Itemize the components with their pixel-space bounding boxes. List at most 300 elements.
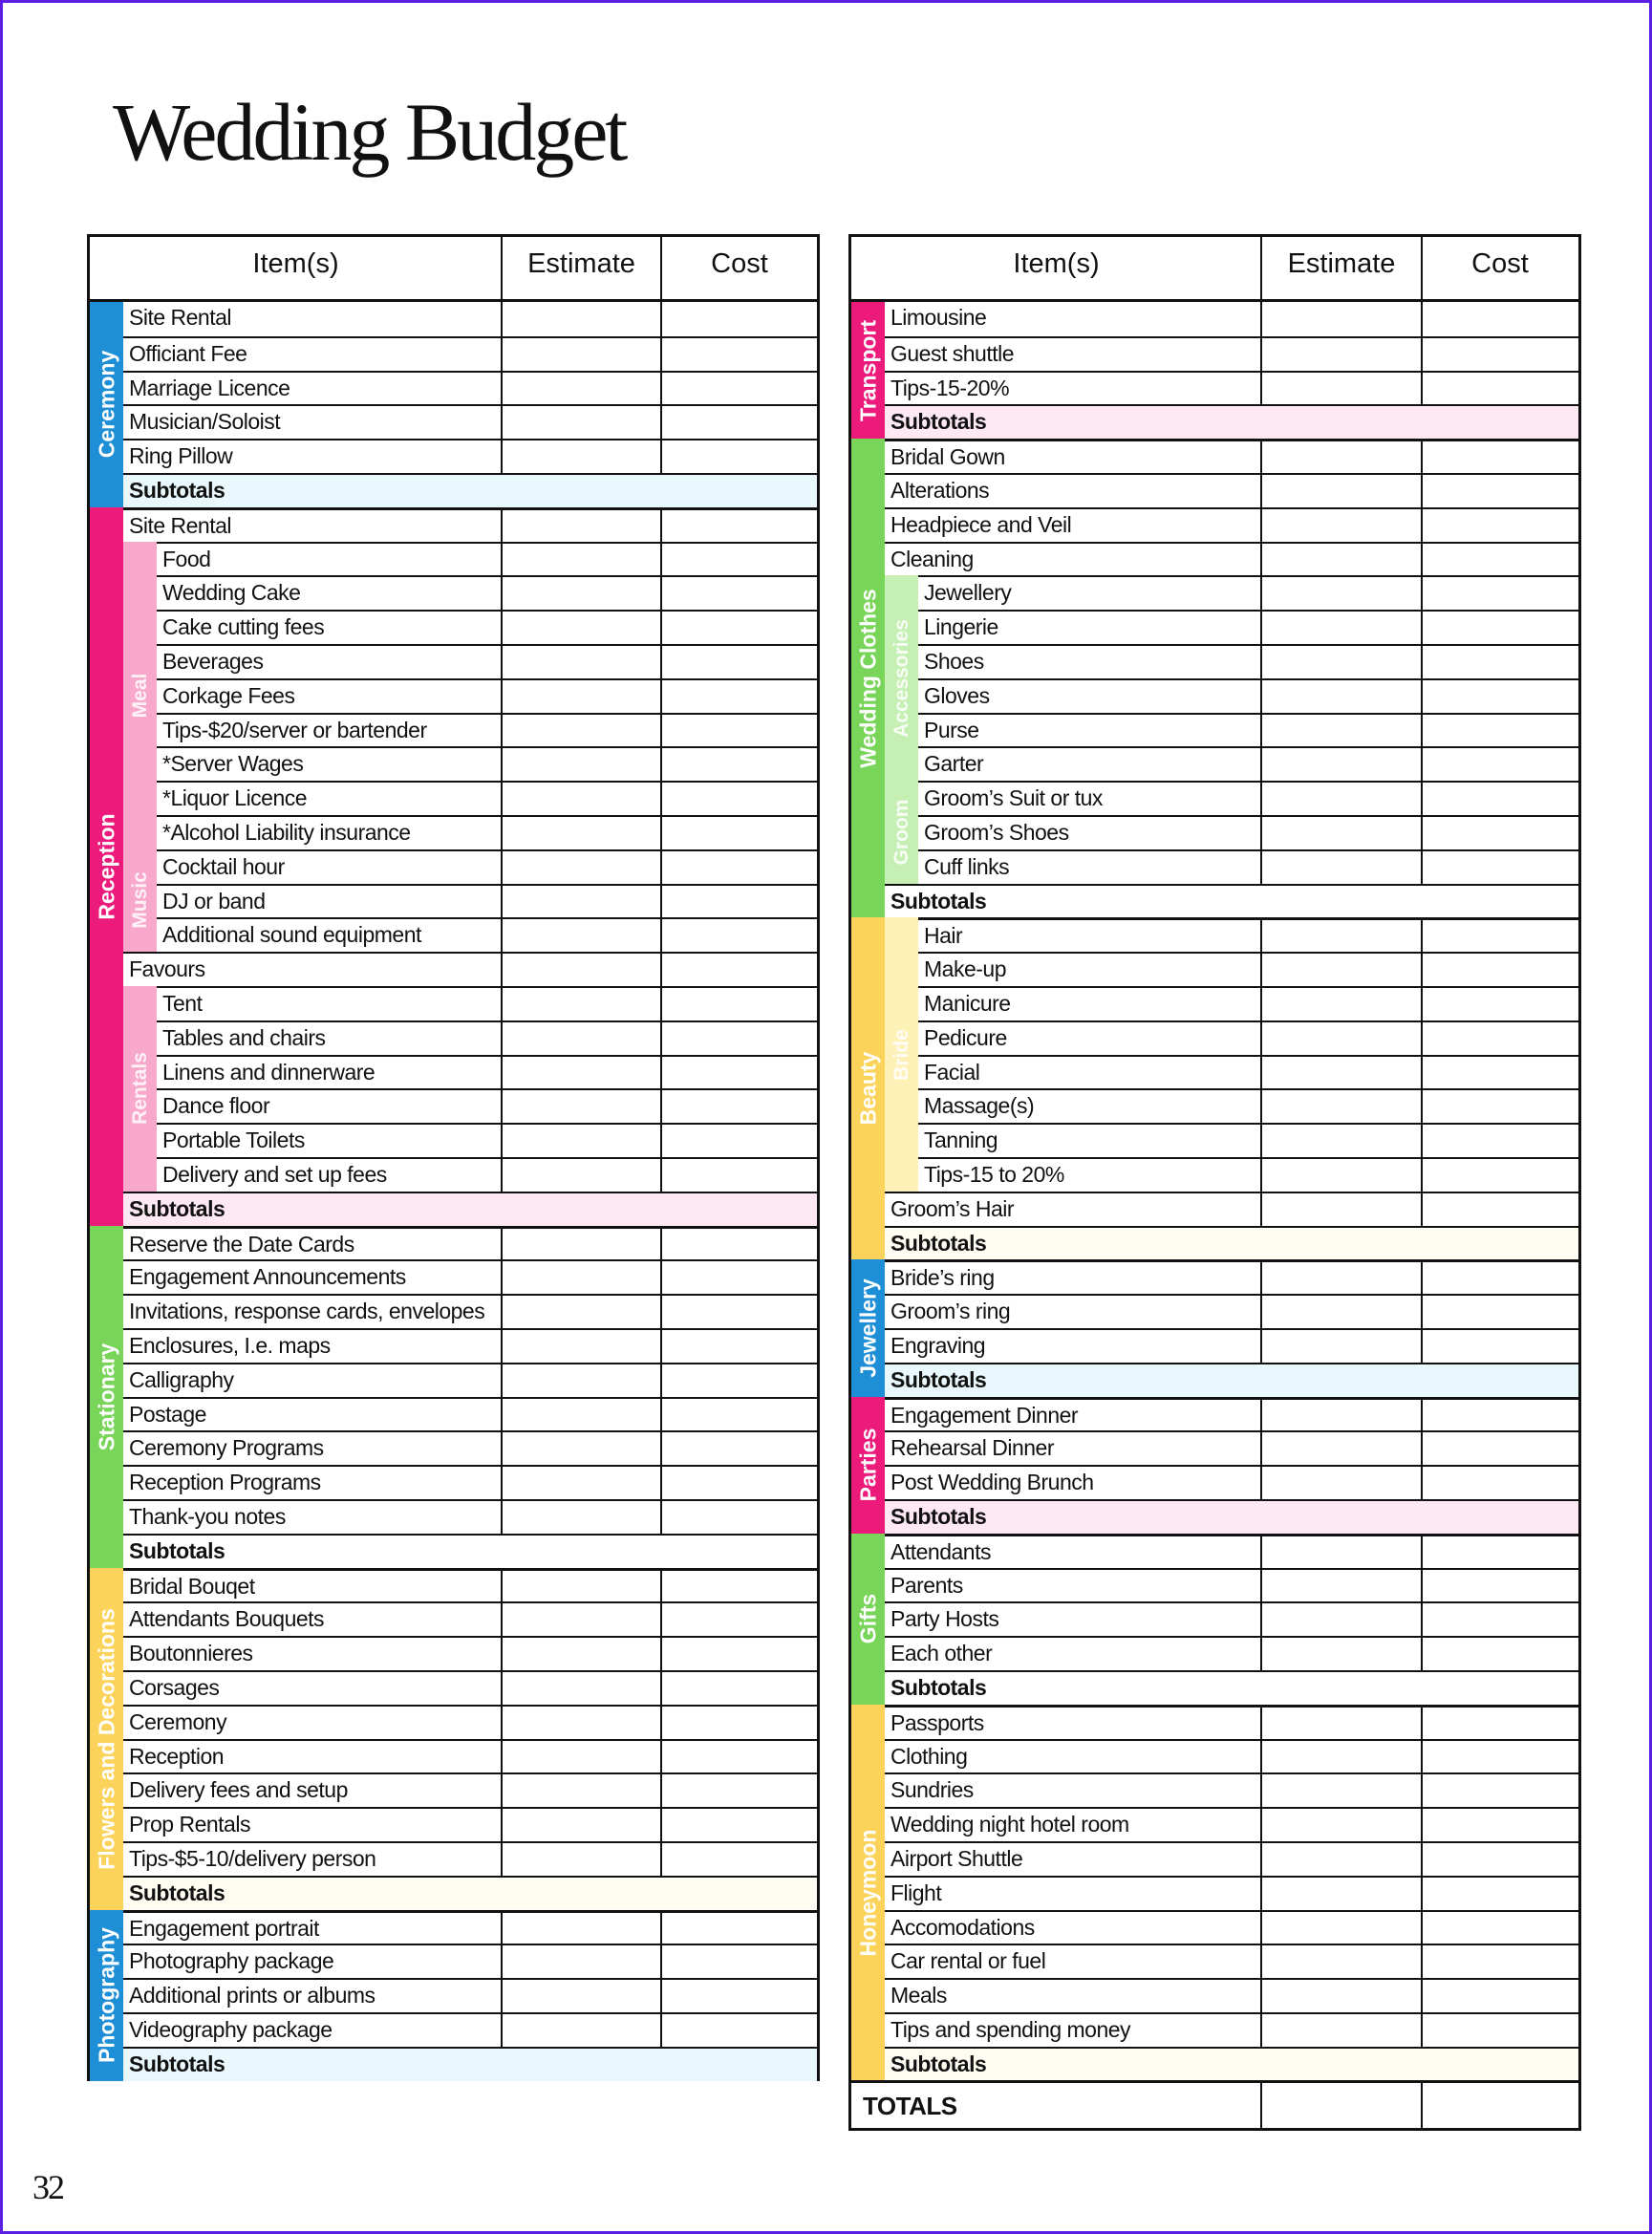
estimate-cell[interactable] bbox=[502, 1364, 661, 1397]
item-label: Manicure bbox=[924, 991, 1011, 1016]
cost-cell[interactable] bbox=[661, 1707, 817, 1739]
cost-cell[interactable] bbox=[1422, 338, 1578, 371]
cost-cell[interactable] bbox=[661, 510, 817, 542]
table-row bbox=[885, 473, 1578, 507]
cost-cell[interactable] bbox=[1422, 1193, 1578, 1226]
cost-cell[interactable] bbox=[661, 577, 817, 610]
estimate-cell[interactable] bbox=[502, 1638, 661, 1670]
estimate-cell[interactable] bbox=[1261, 1570, 1422, 1602]
estimate-cell[interactable] bbox=[1261, 1638, 1422, 1670]
estimate-cell[interactable] bbox=[502, 919, 661, 952]
estimate-cell[interactable] bbox=[1261, 1741, 1422, 1773]
cost-cell[interactable] bbox=[661, 1843, 817, 1876]
table-row bbox=[918, 1088, 1578, 1123]
item-label: Hair bbox=[924, 923, 963, 949]
cost-cell[interactable] bbox=[1422, 1262, 1578, 1294]
column-header-cost: Cost bbox=[711, 248, 768, 279]
estimate-cell[interactable] bbox=[502, 1090, 661, 1123]
cost-cell[interactable] bbox=[661, 851, 817, 884]
item-label: Cocktail hour bbox=[162, 853, 285, 879]
estimate-cell[interactable] bbox=[1261, 1467, 1422, 1499]
cost-cell[interactable] bbox=[661, 783, 817, 815]
estimate-cell[interactable] bbox=[502, 1536, 661, 1568]
table-row bbox=[123, 1294, 817, 1328]
estimate-cell[interactable] bbox=[502, 1159, 661, 1192]
subgroup-band-groom bbox=[885, 781, 918, 883]
table-row bbox=[885, 1636, 1578, 1670]
cost-cell[interactable] bbox=[1422, 544, 1578, 576]
cost-cell[interactable] bbox=[661, 1432, 817, 1465]
estimate-cell[interactable] bbox=[502, 440, 661, 473]
totals-estimate-cell[interactable] bbox=[1262, 2083, 1421, 2131]
cost-cell[interactable] bbox=[1422, 1672, 1578, 1705]
estimate-cell[interactable] bbox=[502, 1432, 661, 1465]
estimate-cell[interactable] bbox=[1261, 886, 1422, 918]
cost-cell[interactable] bbox=[1422, 954, 1578, 986]
estimate-cell[interactable] bbox=[1261, 1193, 1422, 1226]
cost-cell[interactable] bbox=[1422, 302, 1578, 333]
item-label: Attendants bbox=[890, 1538, 991, 1564]
estimate-cell[interactable] bbox=[1261, 1708, 1422, 1739]
cost-cell[interactable] bbox=[661, 406, 817, 439]
category-label: Ceremony bbox=[94, 351, 118, 459]
item-label: Cuff links bbox=[924, 853, 1010, 879]
estimate-cell[interactable] bbox=[1261, 783, 1422, 815]
cost-cell[interactable] bbox=[661, 1229, 817, 1260]
category-label: Beauty bbox=[855, 1052, 880, 1126]
cost-cell[interactable] bbox=[661, 1399, 817, 1431]
cost-cell[interactable] bbox=[1422, 1400, 1578, 1431]
cost-cell[interactable] bbox=[1422, 920, 1578, 952]
estimate-cell[interactable] bbox=[502, 2049, 661, 2081]
estimate-cell[interactable] bbox=[1261, 1878, 1422, 1910]
table-row bbox=[123, 1259, 817, 1294]
cost-cell[interactable] bbox=[1422, 373, 1578, 405]
table-row bbox=[885, 1978, 1578, 2012]
item-label: Ceremony Programs bbox=[129, 1435, 324, 1461]
estimate-cell[interactable] bbox=[502, 1057, 661, 1089]
cost-cell[interactable] bbox=[1422, 1945, 1578, 1978]
estimate-cell[interactable] bbox=[502, 1878, 661, 1910]
item-label: Tips-15 to 20% bbox=[924, 1162, 1064, 1187]
item-label: Bridal Gown bbox=[890, 444, 1005, 470]
subtotal-label: Subtotals bbox=[890, 1675, 987, 1700]
estimate-cell[interactable] bbox=[1261, 577, 1422, 610]
estimate-cell[interactable] bbox=[502, 1809, 661, 1841]
table-row bbox=[885, 1328, 1578, 1363]
estimate-cell[interactable] bbox=[1261, 1125, 1422, 1157]
cost-cell[interactable] bbox=[661, 646, 817, 678]
subtotal-label: Subtotals bbox=[890, 888, 987, 913]
cost-cell[interactable] bbox=[1422, 1296, 1578, 1328]
item-label: Rehearsal Dinner bbox=[890, 1435, 1054, 1461]
estimate-cell[interactable] bbox=[502, 1501, 661, 1534]
estimate-cell[interactable] bbox=[1261, 475, 1422, 507]
estimate-cell[interactable] bbox=[1261, 406, 1422, 439]
table-row bbox=[885, 371, 1578, 405]
cost-cell[interactable] bbox=[661, 1638, 817, 1670]
table-row bbox=[123, 1944, 817, 1978]
estimate-cell[interactable] bbox=[1261, 680, 1422, 713]
table-row bbox=[123, 1910, 817, 1944]
estimate-cell[interactable] bbox=[502, 577, 661, 610]
estimate-cell[interactable] bbox=[1261, 1912, 1422, 1944]
cost-cell[interactable] bbox=[1422, 1843, 1578, 1876]
estimate-cell[interactable] bbox=[1261, 1809, 1422, 1841]
estimate-cell[interactable] bbox=[1261, 1501, 1422, 1534]
category-label: Parties bbox=[855, 1428, 880, 1502]
cost-cell[interactable] bbox=[661, 1090, 817, 1123]
estimate-cell[interactable] bbox=[502, 1261, 661, 1294]
cost-cell[interactable] bbox=[1422, 1501, 1578, 1534]
estimate-cell[interactable] bbox=[1261, 2049, 1422, 2081]
cost-cell[interactable] bbox=[661, 1057, 817, 1089]
estimate-cell[interactable] bbox=[502, 373, 661, 405]
cost-cell[interactable] bbox=[661, 1774, 817, 1807]
cost-cell[interactable] bbox=[1422, 612, 1578, 644]
estimate-cell[interactable] bbox=[1261, 1022, 1422, 1055]
table-header bbox=[851, 237, 1578, 302]
cost-cell[interactable] bbox=[1422, 441, 1578, 473]
item-label: Delivery fees and setup bbox=[129, 1777, 348, 1803]
subgroup-label: Music bbox=[128, 871, 151, 930]
item-label: Party Hosts bbox=[890, 1606, 999, 1632]
cost-cell[interactable] bbox=[661, 748, 817, 781]
cost-cell[interactable] bbox=[1422, 1878, 1578, 1910]
column-header-cost: Cost bbox=[1471, 248, 1529, 279]
cost-cell[interactable] bbox=[1422, 748, 1578, 781]
table-row bbox=[885, 1841, 1578, 1876]
item-label: Enclosures, I.e. maps bbox=[129, 1333, 331, 1358]
cost-cell[interactable] bbox=[1422, 1330, 1578, 1363]
estimate-cell[interactable] bbox=[502, 338, 661, 371]
estimate-cell[interactable] bbox=[502, 302, 661, 333]
estimate-cell[interactable] bbox=[1261, 612, 1422, 644]
cost-cell[interactable] bbox=[1422, 715, 1578, 747]
page-number: 32 bbox=[32, 2168, 63, 2206]
table-row bbox=[123, 1568, 817, 1602]
subtotal-row bbox=[885, 1363, 1578, 1397]
estimate-cell[interactable] bbox=[1261, 748, 1422, 781]
estimate-cell[interactable] bbox=[1261, 544, 1422, 576]
item-label: *Liquor Licence bbox=[162, 785, 308, 811]
table-row bbox=[885, 1910, 1578, 1944]
cost-cell[interactable] bbox=[1422, 1603, 1578, 1636]
estimate-cell[interactable] bbox=[1261, 851, 1422, 884]
cost-cell[interactable] bbox=[661, 475, 817, 507]
table-row bbox=[885, 1397, 1578, 1431]
estimate-cell[interactable] bbox=[502, 1913, 661, 1944]
estimate-cell[interactable] bbox=[1261, 441, 1422, 473]
table-row bbox=[157, 575, 817, 610]
item-label: Corsages bbox=[129, 1675, 220, 1700]
category-label: Photography bbox=[94, 1927, 118, 2064]
cost-cell[interactable] bbox=[661, 817, 817, 849]
table-row bbox=[123, 1397, 817, 1431]
cost-cell[interactable] bbox=[661, 1913, 817, 1944]
estimate-cell[interactable] bbox=[1261, 1603, 1422, 1636]
cost-cell[interactable] bbox=[1422, 475, 1578, 507]
estimate-cell[interactable] bbox=[502, 2014, 661, 2047]
cost-cell[interactable] bbox=[661, 612, 817, 644]
category-band-parties bbox=[851, 1397, 885, 1534]
subgroup-label: Bride bbox=[890, 1028, 912, 1081]
table-row bbox=[157, 781, 817, 815]
cost-cell[interactable] bbox=[1422, 2014, 1578, 2047]
cost-cell[interactable] bbox=[661, 440, 817, 473]
estimate-cell[interactable] bbox=[502, 1603, 661, 1636]
estimate-cell[interactable] bbox=[502, 1467, 661, 1499]
cost-cell[interactable] bbox=[1422, 1432, 1578, 1465]
subtotal-row bbox=[123, 1876, 817, 1910]
cost-cell[interactable] bbox=[1422, 1809, 1578, 1841]
estimate-cell[interactable] bbox=[1261, 1536, 1422, 1568]
cost-cell[interactable] bbox=[1422, 1638, 1578, 1670]
cost-cell[interactable] bbox=[1422, 1912, 1578, 1944]
cost-cell[interactable] bbox=[661, 1364, 817, 1397]
subtotal-row bbox=[885, 1499, 1578, 1534]
cost-cell[interactable] bbox=[1422, 1536, 1578, 1568]
subtotal-label: Subtotals bbox=[890, 1230, 987, 1256]
item-label: Post Wedding Brunch bbox=[890, 1470, 1094, 1495]
cost-cell[interactable] bbox=[661, 2049, 817, 2081]
cost-cell[interactable] bbox=[1422, 1364, 1578, 1397]
cost-cell[interactable] bbox=[1422, 646, 1578, 678]
estimate-cell[interactable] bbox=[1261, 988, 1422, 1020]
cost-cell[interactable] bbox=[661, 373, 817, 405]
estimate-cell[interactable] bbox=[502, 646, 661, 678]
estimate-cell[interactable] bbox=[1261, 817, 1422, 849]
estimate-cell[interactable] bbox=[502, 783, 661, 815]
estimate-cell[interactable] bbox=[502, 715, 661, 747]
estimate-cell[interactable] bbox=[502, 612, 661, 644]
estimate-cell[interactable] bbox=[1261, 509, 1422, 542]
cost-cell[interactable] bbox=[661, 988, 817, 1020]
table-row bbox=[918, 952, 1578, 986]
estimate-cell[interactable] bbox=[1261, 1330, 1422, 1363]
item-label: Corkage Fees bbox=[162, 682, 295, 708]
cost-cell[interactable] bbox=[661, 1741, 817, 1773]
table-row bbox=[157, 1020, 817, 1055]
estimate-cell[interactable] bbox=[1261, 646, 1422, 678]
table-row bbox=[157, 917, 817, 952]
table-row bbox=[123, 1636, 817, 1670]
estimate-cell[interactable] bbox=[502, 544, 661, 576]
estimate-cell[interactable] bbox=[502, 1022, 661, 1055]
item-label: Headpiece and Veil bbox=[890, 511, 1072, 537]
table-row bbox=[918, 849, 1578, 884]
estimate-cell[interactable] bbox=[502, 1125, 661, 1157]
estimate-cell[interactable] bbox=[1261, 1228, 1422, 1260]
cost-cell[interactable] bbox=[661, 544, 817, 576]
cost-cell[interactable] bbox=[661, 1878, 817, 1910]
estimate-cell[interactable] bbox=[1261, 1400, 1422, 1431]
estimate-cell[interactable] bbox=[502, 817, 661, 849]
item-label: Engagement Dinner bbox=[890, 1402, 1079, 1428]
cost-cell[interactable] bbox=[661, 1603, 817, 1636]
cost-cell[interactable] bbox=[1422, 886, 1578, 918]
cost-cell[interactable] bbox=[1422, 1022, 1578, 1055]
table-row bbox=[885, 1705, 1578, 1739]
estimate-cell[interactable] bbox=[1261, 1945, 1422, 1978]
cost-cell[interactable] bbox=[661, 1571, 817, 1602]
cost-cell[interactable] bbox=[1422, 509, 1578, 542]
estimate-cell[interactable] bbox=[1261, 1774, 1422, 1807]
cost-cell[interactable] bbox=[661, 1330, 817, 1363]
estimate-cell[interactable] bbox=[502, 954, 661, 986]
cost-cell[interactable] bbox=[661, 1022, 817, 1055]
estimate-cell[interactable] bbox=[502, 406, 661, 439]
cost-cell[interactable] bbox=[661, 1980, 817, 2012]
estimate-cell[interactable] bbox=[1261, 1364, 1422, 1397]
estimate-cell[interactable] bbox=[1261, 1296, 1422, 1328]
table-row bbox=[123, 1772, 817, 1807]
estimate-cell[interactable] bbox=[1261, 954, 1422, 986]
estimate-cell[interactable] bbox=[502, 988, 661, 1020]
cost-cell[interactable] bbox=[661, 1261, 817, 1294]
estimate-cell[interactable] bbox=[1261, 1980, 1422, 2012]
cost-cell[interactable] bbox=[1422, 406, 1578, 439]
cost-cell[interactable] bbox=[1422, 1980, 1578, 2012]
estimate-cell[interactable] bbox=[1261, 1843, 1422, 1876]
category-label: Honeymoon bbox=[855, 1829, 880, 1957]
estimate-cell[interactable] bbox=[1261, 920, 1422, 952]
item-label: Calligraphy bbox=[129, 1366, 234, 1392]
item-label: Gloves bbox=[924, 682, 990, 708]
item-label: Tables and chairs bbox=[162, 1024, 326, 1050]
estimate-cell[interactable] bbox=[1261, 302, 1422, 333]
cost-cell[interactable] bbox=[1422, 2049, 1578, 2081]
estimate-cell[interactable] bbox=[1261, 373, 1422, 405]
table-row bbox=[885, 1876, 1578, 1910]
cost-cell[interactable] bbox=[661, 1809, 817, 1841]
cost-cell[interactable] bbox=[661, 338, 817, 371]
estimate-cell[interactable] bbox=[502, 1229, 661, 1260]
estimate-cell[interactable] bbox=[502, 886, 661, 918]
cost-cell[interactable] bbox=[1422, 1228, 1578, 1260]
item-label: Tanning bbox=[924, 1128, 998, 1153]
cost-cell[interactable] bbox=[661, 1125, 817, 1157]
estimate-cell[interactable] bbox=[1261, 1672, 1422, 1705]
estimate-cell[interactable] bbox=[1261, 1262, 1422, 1294]
estimate-cell[interactable] bbox=[502, 1193, 661, 1226]
item-label: Cake cutting fees bbox=[162, 614, 325, 640]
item-label: Tips-$20/server or bartender bbox=[162, 717, 427, 742]
cost-cell[interactable] bbox=[661, 2014, 817, 2047]
estimate-cell[interactable] bbox=[502, 510, 661, 542]
estimate-cell[interactable] bbox=[502, 1672, 661, 1705]
cost-cell[interactable] bbox=[1422, 1570, 1578, 1602]
estimate-cell[interactable] bbox=[502, 1774, 661, 1807]
item-label: Tips and spending money bbox=[890, 2017, 1131, 2042]
cost-cell[interactable] bbox=[661, 680, 817, 713]
cost-cell[interactable] bbox=[1422, 1467, 1578, 1499]
category-label: Reception bbox=[94, 813, 118, 920]
cost-cell[interactable] bbox=[1422, 851, 1578, 884]
cost-cell[interactable] bbox=[661, 715, 817, 747]
cost-cell[interactable] bbox=[661, 919, 817, 952]
estimate-cell[interactable] bbox=[1261, 1159, 1422, 1192]
subtotal-row bbox=[885, 1670, 1578, 1705]
cost-cell[interactable] bbox=[661, 1672, 817, 1705]
estimate-cell[interactable] bbox=[1261, 1090, 1422, 1123]
estimate-cell[interactable] bbox=[1261, 2014, 1422, 2047]
cost-cell[interactable] bbox=[1422, 1125, 1578, 1157]
item-label: Marriage Licence bbox=[129, 375, 290, 400]
cost-cell[interactable] bbox=[661, 1159, 817, 1192]
item-label: Massage(s) bbox=[924, 1093, 1035, 1119]
table-row bbox=[918, 644, 1578, 678]
cost-cell[interactable] bbox=[661, 1501, 817, 1534]
subgroup-band-bride bbox=[885, 917, 918, 1191]
estimate-cell[interactable] bbox=[502, 1571, 661, 1602]
table-row bbox=[918, 746, 1578, 781]
cost-cell[interactable] bbox=[1422, 988, 1578, 1020]
item-label: Site Rental bbox=[129, 305, 232, 330]
table-row bbox=[885, 507, 1578, 542]
estimate-cell[interactable] bbox=[502, 475, 661, 507]
cost-cell[interactable] bbox=[661, 886, 817, 918]
cost-cell[interactable] bbox=[1422, 1708, 1578, 1739]
cost-cell[interactable] bbox=[1422, 1774, 1578, 1807]
estimate-cell[interactable] bbox=[502, 851, 661, 884]
estimate-cell[interactable] bbox=[502, 1741, 661, 1773]
cost-cell[interactable] bbox=[1422, 783, 1578, 815]
cost-cell[interactable] bbox=[1422, 1090, 1578, 1123]
table-row bbox=[123, 2012, 817, 2047]
subtotal-label: Subtotals bbox=[890, 1504, 987, 1529]
estimate-cell[interactable] bbox=[502, 1330, 661, 1363]
cost-cell[interactable] bbox=[661, 1467, 817, 1499]
subtotal-label: Subtotals bbox=[890, 2051, 987, 2076]
cost-cell[interactable] bbox=[661, 1945, 817, 1978]
item-label: Wedding Cake bbox=[162, 580, 301, 606]
estimate-cell[interactable] bbox=[502, 1945, 661, 1978]
estimate-cell[interactable] bbox=[502, 680, 661, 713]
totals-cost-cell[interactable] bbox=[1423, 2083, 1578, 2131]
category-band-jewellery bbox=[851, 1259, 885, 1396]
estimate-cell[interactable] bbox=[502, 1296, 661, 1328]
cost-cell[interactable] bbox=[661, 1193, 817, 1226]
cost-cell[interactable] bbox=[661, 954, 817, 986]
cost-cell[interactable] bbox=[1422, 817, 1578, 849]
cost-cell[interactable] bbox=[661, 302, 817, 333]
cost-cell[interactable] bbox=[661, 1536, 817, 1568]
item-label: Passports bbox=[890, 1709, 984, 1735]
subgroup-label: Accessories bbox=[890, 618, 912, 738]
estimate-cell[interactable] bbox=[502, 1843, 661, 1876]
subgroup-band-accessories bbox=[885, 575, 918, 781]
cost-cell[interactable] bbox=[1422, 1159, 1578, 1192]
cost-cell[interactable] bbox=[1422, 1057, 1578, 1089]
estimate-cell[interactable] bbox=[502, 1399, 661, 1431]
estimate-cell[interactable] bbox=[502, 1980, 661, 2012]
table-row bbox=[885, 1601, 1578, 1636]
cost-cell[interactable] bbox=[1422, 1741, 1578, 1773]
totals-label: TOTALS bbox=[863, 2092, 957, 2120]
cost-cell[interactable] bbox=[1422, 577, 1578, 610]
subtotal-row bbox=[123, 1534, 817, 1568]
table-row bbox=[123, 1670, 817, 1705]
estimate-cell[interactable] bbox=[1261, 1432, 1422, 1465]
estimate-cell[interactable] bbox=[1261, 1057, 1422, 1089]
estimate-cell[interactable] bbox=[502, 1707, 661, 1739]
estimate-cell[interactable] bbox=[502, 748, 661, 781]
estimate-cell[interactable] bbox=[1261, 715, 1422, 747]
estimate-cell[interactable] bbox=[1261, 338, 1422, 371]
cost-cell[interactable] bbox=[1422, 680, 1578, 713]
cost-cell[interactable] bbox=[661, 1296, 817, 1328]
